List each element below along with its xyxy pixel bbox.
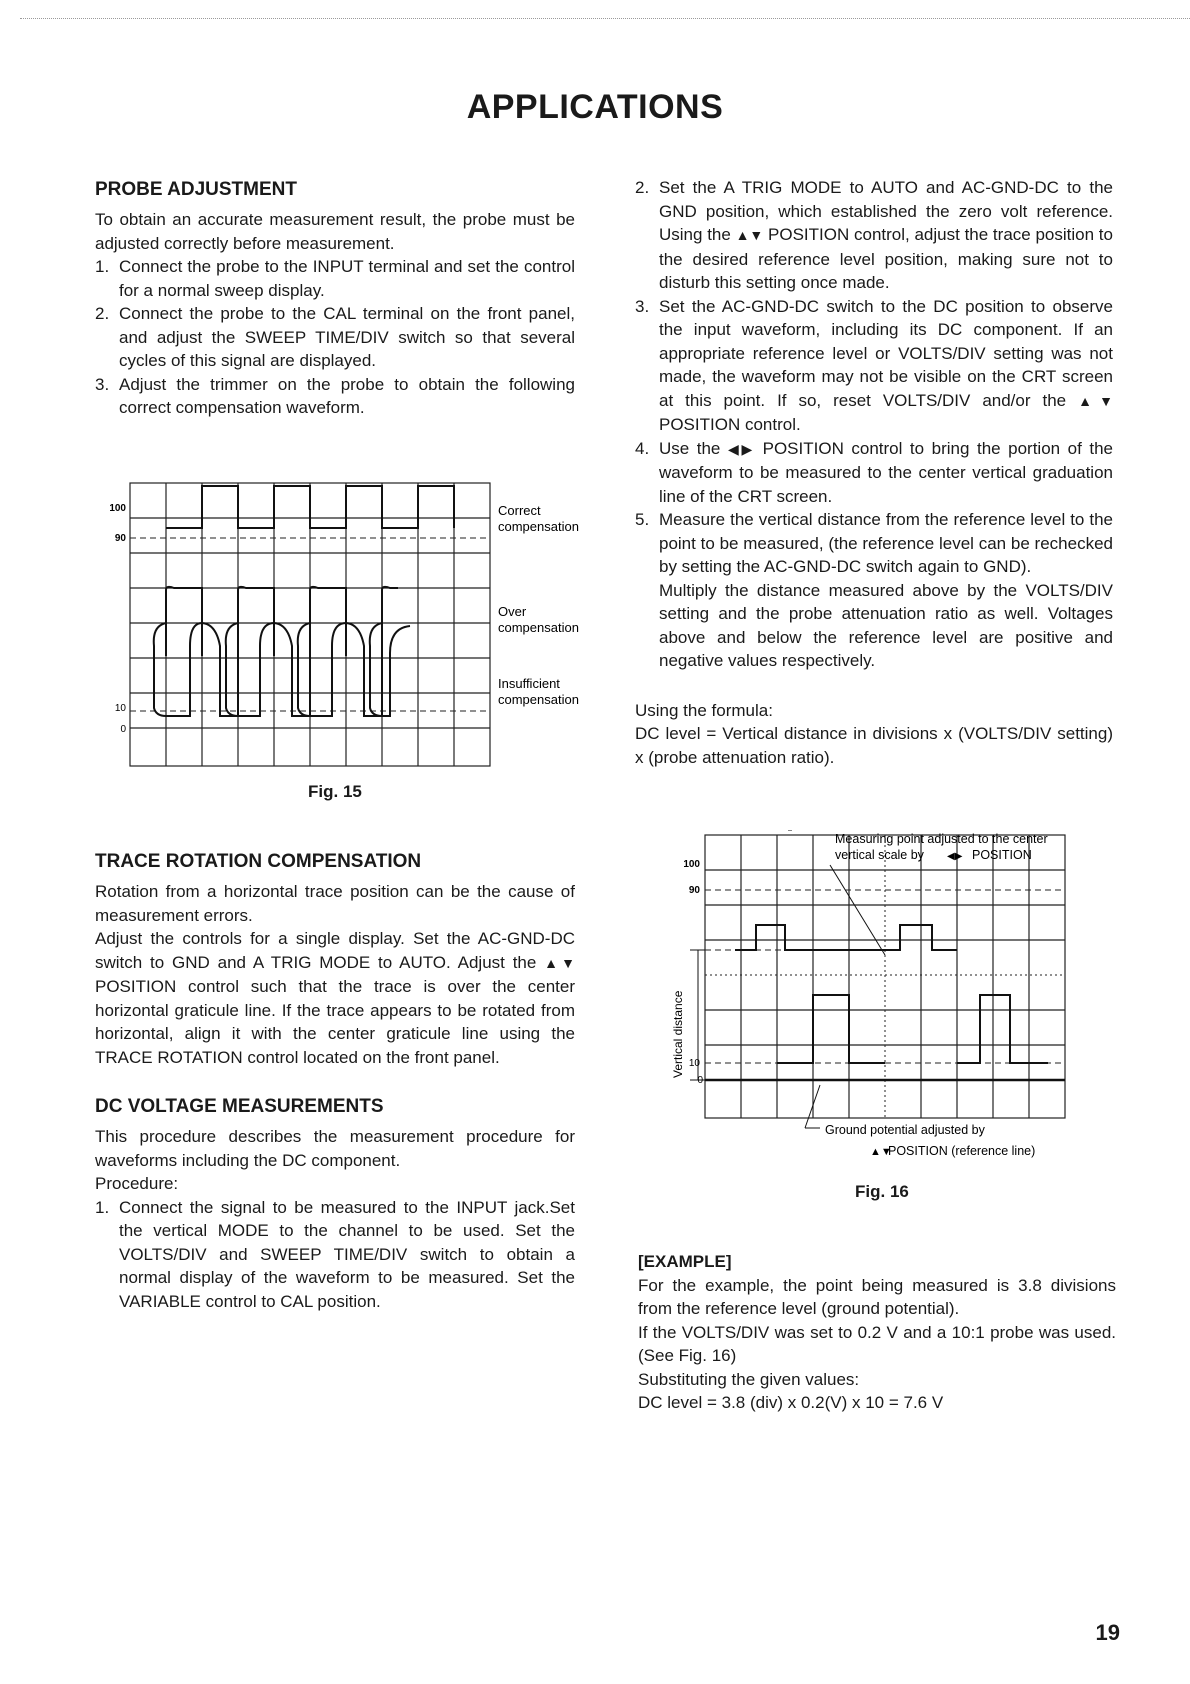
label-over-2: compensation [498, 620, 579, 635]
fig16-diagram [660, 830, 1100, 1170]
page-number: 19 [1095, 1620, 1120, 1645]
step-text: Connect the probe to the INPUT terminal and set the control for a normal sweep display. [119, 257, 575, 300]
leftright-icon: ◀▶ [947, 851, 963, 862]
label-correct-2: compensation [498, 519, 579, 534]
annot-top-3: POSITION [972, 848, 1032, 862]
step-text-b: POSITION control to bring the portion of the waveform to be measured to the center vertical graduation line of the CRT screen. [659, 438, 1113, 506]
example-heading: [EXAMPLE] [638, 1252, 732, 1271]
fig16-caption: Fig. 16 [855, 1182, 909, 1201]
step-number: 3. [635, 296, 650, 316]
step-number: 2. [95, 304, 110, 323]
fig16-tick-0: 0 [697, 1075, 703, 1086]
leftright-icon: ◀▶ [727, 440, 756, 457]
dc-steps-left [95, 1196, 575, 1314]
step-number: 1. [95, 1197, 110, 1217]
step-text: Connect the probe to the CAL terminal on the front panel, and adjust the SWEEP TIME/DIV switch so that several cycles of this signal are displayed. [119, 304, 575, 370]
step-number: 1. [95, 257, 110, 276]
trace-p2-a: Adjust the controls for a single display. Set the AC-GND-DC switch to GND and A TRIG MODE to AUTO. Adjust the [95, 929, 575, 972]
label-insufficient-1: Insufficient [498, 676, 560, 691]
example-line-3: Substituting the given values: [638, 1369, 860, 1389]
page-title: APPLICATIONS [466, 88, 724, 126]
step-text: Adjust the trimmer on the probe to obtain the following correct compensation waveform. [119, 374, 575, 417]
trace-p1: Rotation from a horizontal trace position can be the cause of measurement errors. [95, 882, 575, 925]
dc-steps-right [635, 176, 1113, 673]
step-text-a: Use the [659, 438, 721, 458]
step-text: Measure the vertical distance from the reference level to the point to be measured, (the reference level can be rechecked by setting the AC-GND-DC switch again to GND). [659, 510, 1113, 576]
fig15-tick-10: 10 [114, 703, 126, 714]
list-item [95, 255, 575, 302]
example-line-2: If the VOLTS/DIV was set to 0.2 V and a 10:1 probe was used. (See Fig. 16) [638, 1322, 1116, 1365]
updown-icon: ▲▼ [870, 1146, 892, 1158]
dc-heading: DC VOLTAGE MEASUREMENTS [95, 1096, 384, 1117]
formula-label: Using the formula: [635, 700, 773, 720]
list-item [635, 295, 1113, 437]
step-text-2: Multiply the distance measured above by the VOLTS/DIV setting and the probe attenuation ratio as well. Voltages above and below the reference level are positive and negative values respectively. [659, 580, 1113, 670]
probe-heading: PROBE ADJUSTMENT [95, 179, 297, 200]
list-item [635, 176, 1113, 295]
left-column [95, 178, 575, 420]
top-rule [20, 18, 1190, 19]
example-line-1: For the example, the point being measured is 3.8 divisions from the reference level (ground potential). [638, 1275, 1116, 1318]
step-text: Connect the signal to be measured to the INPUT jack.Set the vertical MODE to the channel to be used. Set the VOLTS/DIV and SWEEP TIME/DIV switch to obtain a normal display of the waveform to be measured. Set the VARIABLE control to CAL position. [119, 1197, 575, 1311]
example-line-4: DC level = 3.8 (div) x 0.2(V) x 10 = 7.6 V [638, 1393, 944, 1412]
step-number: 5. [635, 510, 650, 529]
left-column-lower [95, 850, 575, 1313]
dc-intro: This procedure describes the measurement procedure for waveforms including the DC component. [95, 1127, 575, 1170]
fig16-tick-10: 10 [688, 1058, 700, 1069]
waveform-insufficient [154, 623, 410, 716]
trace-heading: TRACE ROTATION COMPENSATION [95, 851, 422, 872]
fig15-tick-0: 0 [120, 724, 126, 735]
annot-bottom-1: Ground potential adjusted by [825, 1123, 985, 1137]
step-text-a: Set the AC-GND-DC switch to the DC position to observe the input waveform, including its DC component. If an appropriate reference level or VOLTS/DIV setting was not made, the waveform may not be visible on the CRT screen at this point. If so, reset VOLTS/DIV and/or the [659, 296, 1113, 410]
right-column [635, 176, 1113, 769]
fig15-tick-100: 100 [109, 503, 126, 514]
annot-top-2: vertical scale by [835, 848, 924, 862]
list-item [635, 508, 1113, 673]
updown-icon: ▲▼ [1078, 392, 1114, 409]
updown-icon: ▲▼ [544, 954, 575, 971]
step-number: 2. [635, 178, 650, 197]
step-text-b: POSITION control, adjust the trace position to the desired reference level position, making sure not to disturb this setting once made. [659, 225, 1113, 292]
trace-p2 [95, 927, 575, 1069]
fig16-tick-90: 90 [688, 885, 700, 896]
annot-bottom-2: POSITION (reference line) [888, 1144, 1036, 1158]
waveform-lower [777, 995, 1048, 1063]
vertical-distance-label: Vertical distance [671, 990, 685, 1078]
label-insufficient-2: compensation [498, 692, 579, 707]
procedure-label: Procedure: [95, 1174, 179, 1193]
fig15-diagram [100, 478, 600, 768]
step-text-b: POSITION control. [659, 415, 801, 434]
list-item [95, 1196, 575, 1314]
step-number: 4. [635, 438, 650, 458]
list-item [95, 302, 575, 373]
label-over-1: Over [498, 604, 527, 619]
list-item [95, 373, 575, 420]
probe-steps [95, 255, 575, 420]
fig15-tick-90: 90 [114, 533, 126, 544]
step-number: 3. [95, 374, 110, 394]
fig15-caption: Fig. 15 [308, 782, 362, 801]
waveform-correct [166, 486, 454, 528]
trace-p2-b: POSITION control such that the trace is over the center horizontal graticule line. If the trace appears to be rotated from horizontal, align it with the center graticule line using the TRACE ROTATION control located on the front panel. [95, 977, 575, 1067]
waveform-upper [735, 925, 957, 950]
fig16-tick-100: 100 [683, 859, 700, 870]
updown-icon: ▲▼ [735, 227, 764, 243]
annot-top-1: Measuring point adjusted to the center [835, 832, 1048, 846]
step-text-a: Set the A TRIG MODE to AUTO and AC-GND-DC to the GND position, which established the zero volt reference. Using the [659, 178, 1113, 244]
probe-intro: To obtain an accurate measurement result, the probe must be adjusted correctly before measurement. [95, 210, 575, 253]
label-correct-1: Correct [498, 503, 541, 518]
formula: DC level = Vertical distance in divisions x (VOLTS/DIV setting) x (probe attenuation ratio). [635, 724, 1113, 767]
example-block [638, 1250, 1116, 1415]
measuring-point-pointer [830, 865, 885, 955]
list-item [635, 437, 1113, 509]
